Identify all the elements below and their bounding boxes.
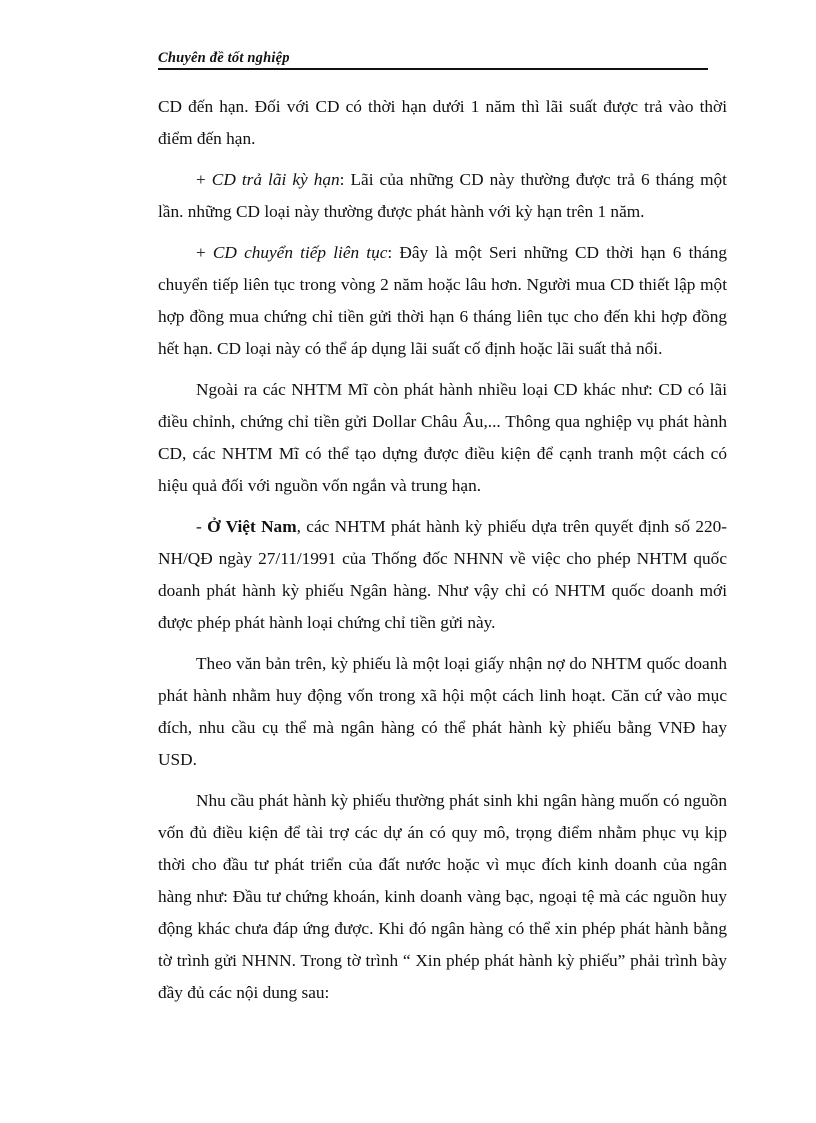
header-title: Chuyên đề tốt nghiệp [158,50,290,66]
paragraph-other-cd-types: Ngoài ra các NHTM Mĩ còn phát hành nhiều loại CD khác như: CD có lãi điều chỉnh, chứng chỉ tiền gửi Dollar Châu Âu,... Thông qua nghiệp vụ phát hành CD, các NHTM Mĩ có thể tạo dựng được điều kiện để cạnh tranh một cách có hiệu quả đối với nguồn vốn ngắn và trung hạn. [158,380,727,495]
paragraph-cd-rollover [158,237,727,365]
paragraph-text: , các NHTM phát hành kỳ phiếu dựa trên quyết định số 220-NH/QĐ ngày 27/11/1991 của Thống đốc NHNN về việc cho phép NHTM quốc doanh phát hành kỳ phiếu Ngân hàng. Như vậy chỉ có NHTM quốc doanh mới được phép phát hành loại chứng chỉ tiền gửi này. [158,517,728,632]
term-cd-periodic-interest: CD trả lãi kỳ hạn [211,170,340,189]
term-vietnam: Ở Việt Nam [207,517,297,536]
paragraph-text: : Lãi của những CD này thường được trả 6 tháng một lần. những CD loại này thường được phát hành với kỳ hạn trên 1 năm. [158,170,727,221]
paragraph-vietnam [158,511,727,639]
paragraph-issuance-need: Nhu cầu phát hành kỳ phiếu thường phát sinh khi ngân hàng muốn có nguồn vốn đủ điều kiện để tài trợ các dự án có quy mô, trọng điểm nhằm phục vụ kịp thời cho đầu tư phát triển của đất nước hoặc vì mục đích kinh doanh của ngân hàng như: Đầu tư chứng khoán, kinh doanh vàng bạc, ngoại tệ mà các nguồn huy động khác chưa đáp ứng được. Khi đó ngân hàng có thể xin phép phát hành bằng tờ trình gửi NHNN. Trong tờ trình “ Xin phép phát hành kỳ phiếu” phải trình bày đầy đủ các nội dung sau: [158,791,727,1002]
dash-prefix: - [196,517,208,536]
paragraph-text: : Đây là một Seri những CD thời hạn 6 tháng chuyển tiếp liên tục trong vòng 2 năm hoặc lâu hơn. Người mua CD thiết lập một hợp đồng mua chứng chỉ tiền gửi thời hạn 6 tháng liên tục cho đến khi hợp đồng hết hạn. CD loại này có thể áp dụng lãi suất cố định hoặc lãi suất thả nổi. [158,243,727,358]
paragraph-cd-periodic-interest [158,164,727,228]
header-divider [158,68,708,70]
paragraph-promissory-note-definition: Theo văn bản trên, kỳ phiếu là một loại giấy nhận nợ do NHTM quốc doanh phát hành nhằm huy động vốn trong xã hội một cách linh hoạt. Căn cứ vào mục đích, nhu cầu cụ thể mà ngân hàng có thể phát hành kỳ phiếu bằng VNĐ hay USD. [158,654,727,769]
page-header [158,48,708,70]
document-body [158,91,727,1009]
term-cd-rollover: CD chuyển tiếp liên tục [212,243,388,262]
bullet-prefix: + [196,170,212,189]
paragraph-cd-maturity: CD đến hạn. Đối với CD có thời hạn dưới 1 năm thì lãi suất được trả vào thời điểm đến hạn. [158,97,727,148]
bullet-prefix: + [196,243,213,262]
